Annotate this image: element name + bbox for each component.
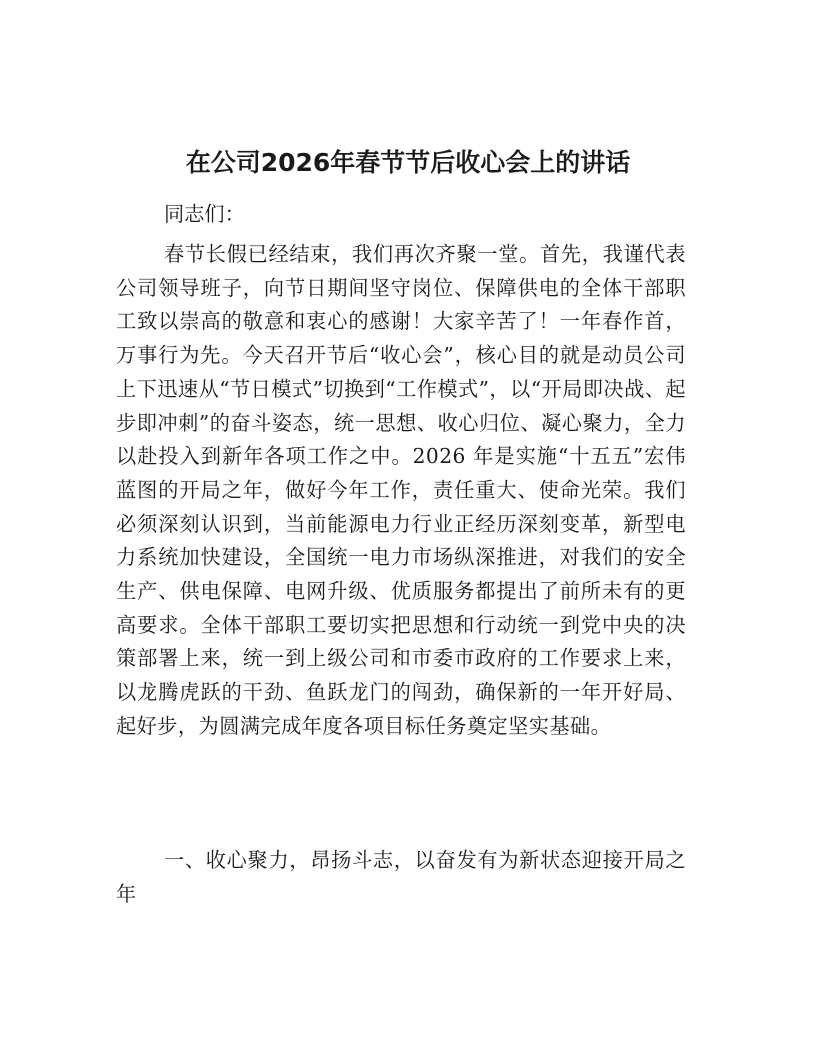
salutation: 同志们： <box>164 202 245 226</box>
body-paragraph: 春节长假已经结束，我们再次齐聚一堂。首先，我谨代表公司领导班子，向节日期间坚守岗位、保障供电的全体干部职工致以崇高的敬意和衷心的感谢！大家辛苦了！一年春作首，万事行为先。今天召开节后“收心会”，核心目的就是动员公司上下迅速从“节日模式”切换到“工作模式”，以“开局即决战、起步即冲刺”的奋斗姿态，统一思想、收心归位、凝心聚力，全力以赴投入到新年各项工作之中。2026 年是实施“十五五”宏伟蓝图的开局之年，做好今年工作，责任重大、使命光荣。我们必须深刻认识到，当前能源电力行业正经历深刻变革，新型电力系统加快建设，全国统一电力市场纵深推进，对我们的安全生产、供电保障、电网升级、优质服务都提出了前所未有的更高要求。全体干部职工要切实把思想和行动统一到党中央的决策部署上来，统一到上级公司和市委市政府的工作要求上来，以龙腾虎跃的干劲、鱼跃龙门的闯劲，确保新的一年开好局、起好步，为圆满完成年度各项目标任务奠定坚实基础。 <box>116 242 686 738</box>
section-heading: 一、收心聚力，昂扬斗志，以奋发有为新状态迎接开局之年 <box>116 848 686 906</box>
document-title: 在公司2026年春节节后收心会上的讲话 <box>185 148 631 177</box>
